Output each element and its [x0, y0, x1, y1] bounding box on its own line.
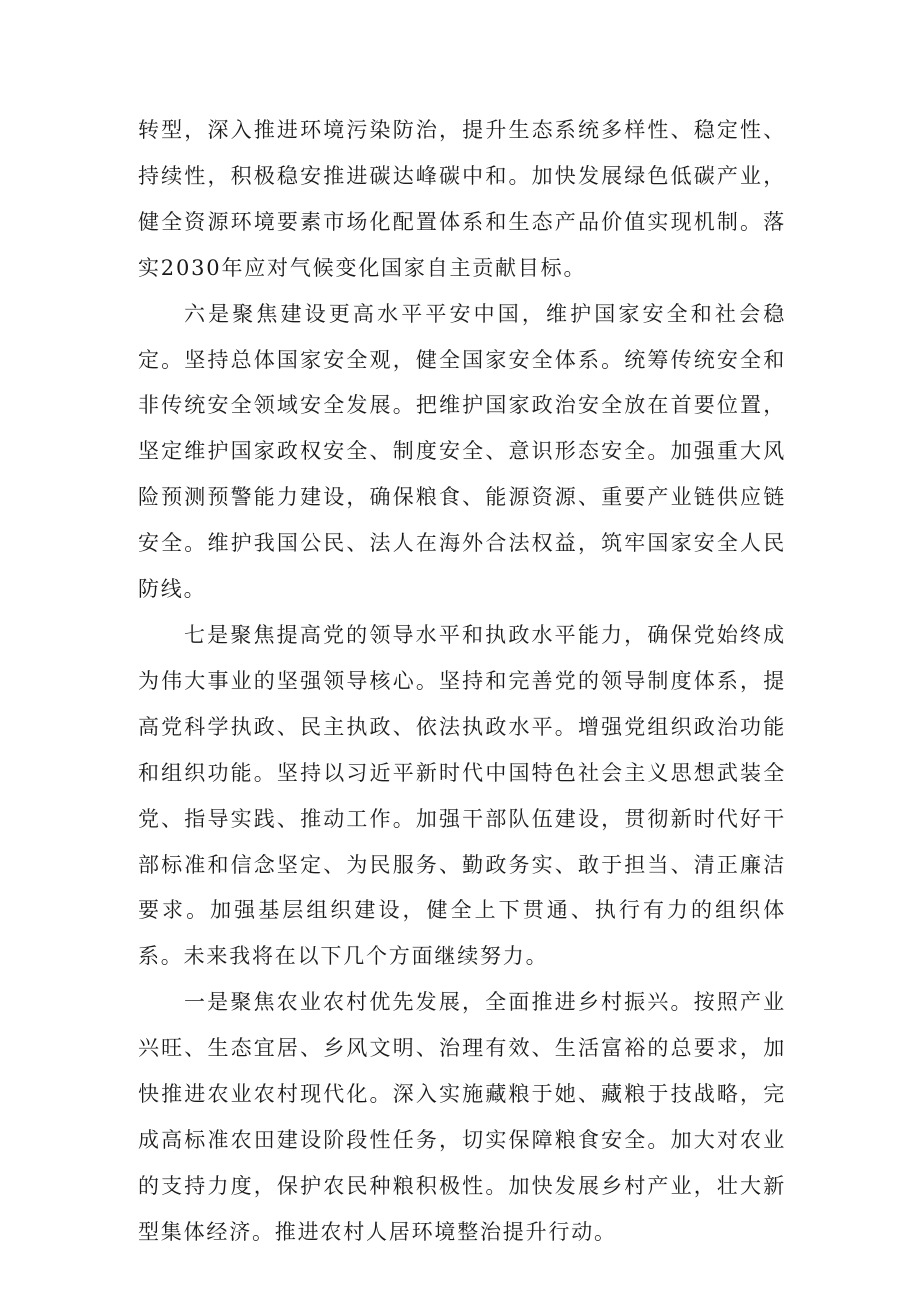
paragraph-point-six: 六是聚焦建设更高水平平安中国，维护国家安全和社会稳定。坚持总体国家安全观，健全国家安全体系。统筹传统安全和非传统安全领域安全发展。把维护国家政治安全放在首要位置，坚定维护国家政权安全、制度安全、意识形态安全。加强重大风险预测预警能力建设，确保粮食、能源资源、重要产业链供应链安全。维护我国公民、法人在海外合法权益，筑牢国家安全人民防线。 — [138, 301, 786, 602]
paragraph-point-one: 一是聚焦农业农村优先发展，全面推进乡村振兴。按照产业兴旺、生态宜居、乡风文明、治理有效、生活富裕的总要求，加快推进农业农村现代化。深入实施藏粮于她、藏粮于技战略，完成高标准农田建设阶段性任务，切实保障粮食安全。加大对农业的支持力度，保护农民种粮积极性。加快发展乡村产业，壮大新型集体经济。推进农村人居环境整治提升行动。 — [138, 990, 786, 1244]
paragraph-point-seven: 七是聚焦提高党的领导水平和执政水平能力，确保党始终成为伟大事业的坚强领导核心。坚持和完善党的领导制度体系，提高党科学执政、民主执政、依法执政水平。增强党组织政治功能和组织功能。坚持以习近平新时代中国特色社会主义思想武装全党、指导实践、推动工作。加强干部队伍建设，贯彻新时代好干部标准和信念坚定、为民服务、勤政务实、敢于担当、清正廉洁要求。加强基层组织建设，健全上下贯通、执行有力的组织体系。未来我将在以下几个方面继续努力。 — [138, 622, 786, 969]
document-body — [138, 108, 786, 1256]
paragraph-continuation: 转型，深入推进环境污染防治，提升生态系统多样性、稳定性、持续性，积极稳安推进碳达峰碳中和。加快发展绿色低碳产业，健全资源环境要素市场化配置体系和生态产品价值实现机制。落实2030年应对气候变化国家自主贡献目标。 — [138, 118, 786, 280]
